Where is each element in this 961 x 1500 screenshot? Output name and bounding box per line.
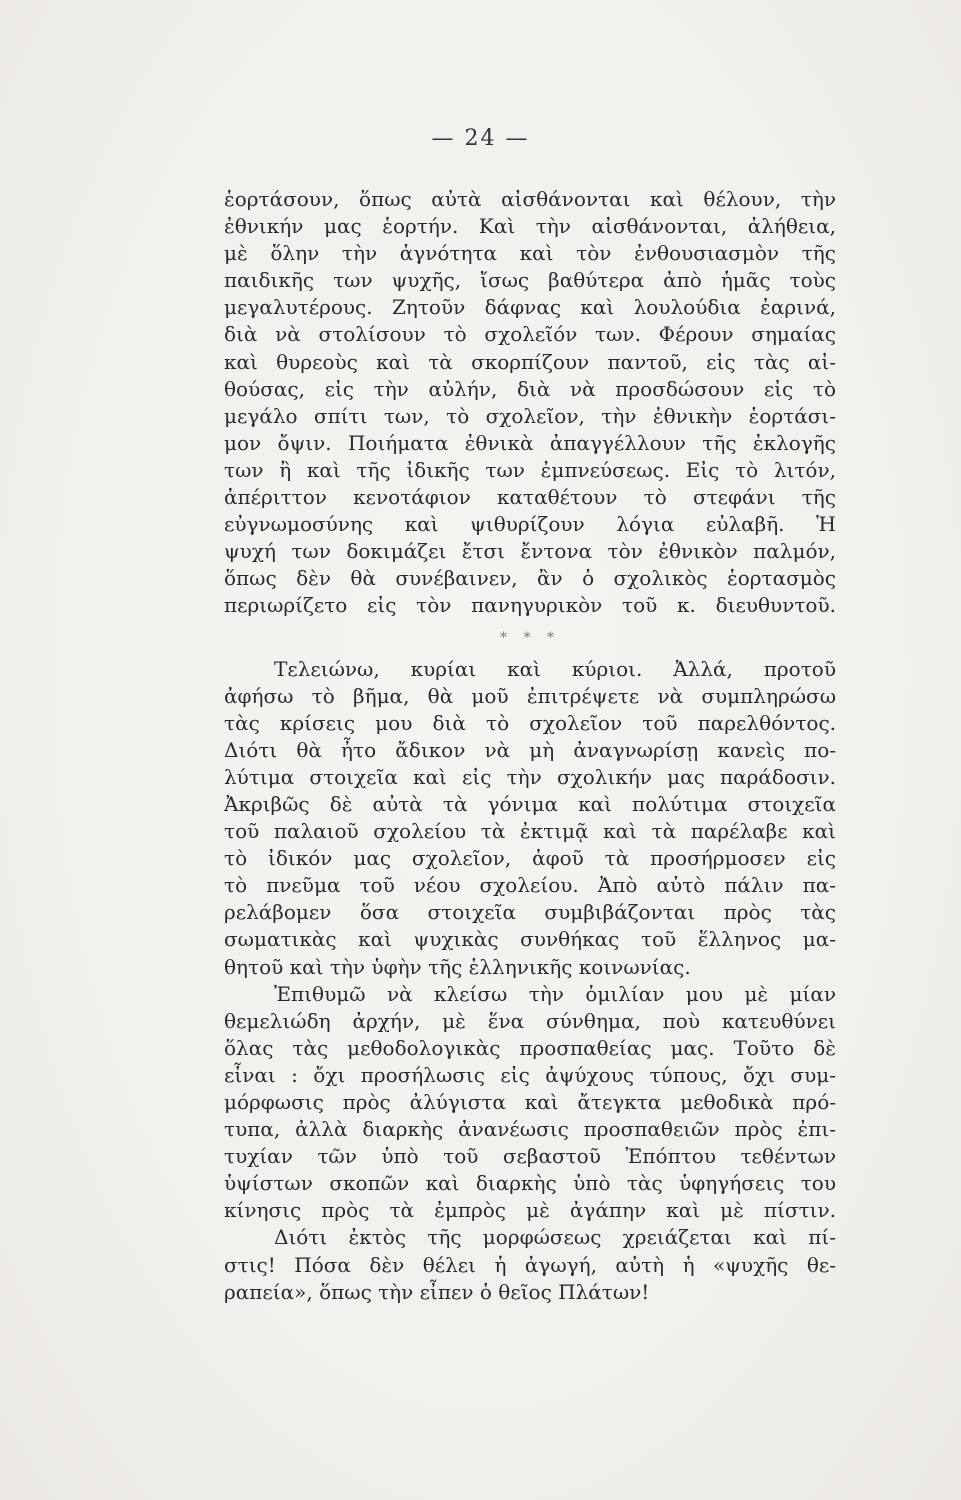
- text-line: μον ὄψιν. Ποιήματα ἐθνικὰ ἀπαγγέλλουν τῆς ἐκλογῆς: [224, 430, 836, 455]
- text-line: ψυχή των δοκιμάζει ἔτσι ἔντονα τὸν ἐθνικὸν παλμόν,: [224, 539, 836, 564]
- paragraph: [224, 656, 836, 981]
- paragraph: [224, 981, 836, 1225]
- text-line: διὰ νὰ στολίσουν τὸ σχολεῖόν των. Φέρουν σημαίας: [224, 322, 836, 347]
- text-line: εὐγνωμοσύνης καὶ ψιθυρίζουν λόγια εὐλαβῆ. Ἡ: [224, 512, 836, 537]
- page-number: — 24 —: [431, 126, 530, 151]
- text-line: τὰς κρίσεις μου διὰ τὸ σχολεῖον τοῦ παρελθόντος.: [224, 710, 836, 735]
- text-line: καὶ θυρεοὺς καὶ τὰ σκορπίζουν παντοῦ, εἰς τὰς αἰ-: [224, 349, 836, 374]
- text-line: Ἐπιθυμῶ νὰ κλείσω τὴν ὁμιλίαν μου μὲ μίαν: [274, 981, 836, 1006]
- text-line: ρελάβομεν ὅσα στοιχεῖα συμβιβάζονται πρὸς τὰς: [224, 900, 836, 925]
- text-line: Ἀκριβῶς δὲ αὐτὰ τὰ γόνιμα καὶ πολύτιμα στοιχεῖα: [224, 791, 836, 816]
- text-line: ὅλας τὰς μεθοδολογικὰς προσπαθείας μας. Τοῦτο δὲ: [224, 1035, 836, 1060]
- text-line: κίνησις πρὸς τὰ ἐμπρὸς μὲ ἀγάπην καὶ μὲ πίστιν.: [224, 1198, 836, 1223]
- text-line: ἐθνικήν μας ἑορτήν. Καὶ τὴν αἰσθάνονται, ἀλήθεια,: [224, 214, 836, 239]
- body-text: [224, 186, 836, 1306]
- text-line: εἶναι : ὄχι προσήλωσις εἰς ἀψύχους τύπους, ὄχι συμ-: [224, 1062, 836, 1087]
- text-line: μεγάλο σπίτι των, τὸ σχολεῖον, τὴν ἐθνικὴν ἑορτάσι-: [224, 403, 836, 428]
- text-line: θούσας, εἰς τὴν αὐλήν, διὰ νὰ προσδώσουν εἰς τὸ: [224, 376, 836, 401]
- text-line: τυπα, ἀλλὰ διαρκὴς ἀνανέωσις προσπαθειῶν πρὸς ἐπι-: [224, 1117, 836, 1142]
- text-line: ἀπέριττον κενοτάφιον καταθέτουν τὸ στεφάνι τῆς: [224, 485, 836, 510]
- text-line: περιωρίζετο εἰς τὸν πανηγυρικὸν τοῦ κ. διευθυντοῦ.: [224, 593, 836, 618]
- text-line: θητοῦ καὶ τὴν ὑφὴν τῆς ἑλληνικῆς κοινωνίας.: [224, 954, 691, 979]
- text-line: λύτιμα στοιχεῖα καὶ εἰς τὴν σχολικήν μας παράδοσιν.: [224, 764, 836, 789]
- text-line: Τελειώνω, κυρίαι καὶ κύριοι. Ἀλλά, προτοῦ: [274, 656, 836, 681]
- text-line: παιδικῆς των ψυχῆς, ἴσως βαθύτερα ἀπὸ ἡμᾶς τοὺς: [224, 268, 836, 293]
- text-line: τὸ πνεῦμα τοῦ νέου σχολείου. Ἀπὸ αὐτὸ πάλιν πα-: [224, 873, 836, 898]
- text-line: τυχίαν τῶν ὑπὸ τοῦ σεβαστοῦ Ἐπόπτου τεθέντων: [224, 1144, 836, 1169]
- text-line: των ἢ καὶ τῆς ἰδικῆς των ἐμπνεύσεως. Εἰς τὸ λιτόν,: [224, 457, 836, 482]
- text-line: ραπεία», ὅπως τὴν εἶπεν ὁ θεῖος Πλάτων!: [224, 1279, 650, 1304]
- text-line: Διότι θὰ ἦτο ἄδικον νὰ μὴ ἀναγνωρίσῃ κανεὶς πο-: [224, 737, 836, 762]
- text-line: μεγαλυτέρους. Ζητοῦν δάφνας καὶ λουλούδια ἐαρινά,: [224, 295, 836, 320]
- text-line: Διότι ἐκτὸς τῆς μορφώσεως χρειάζεται καὶ πί-: [274, 1225, 836, 1250]
- text-line: μόρφωσις πρὸς ἀλύγιστα καὶ ἄτεγκτα μεθοδικὰ πρό-: [224, 1090, 836, 1114]
- text-line: ἑορτάσουν, ὅπως αὐτὰ αἰσθάνονται καὶ θέλουν, τὴν: [224, 187, 836, 211]
- paragraph: [224, 186, 836, 620]
- text-line: σωματικὰς καὶ ψυχικὰς συνθήκας τοῦ ἕλληνος μα-: [224, 927, 836, 952]
- text-line: στις! Πόσα δὲν θέλει ἡ ἀγωγή, αὐτὴ ἡ «ψυχῆς θε-: [224, 1252, 836, 1277]
- text-line: μὲ ὅλην τὴν ἁγνότητα καὶ τὸν ἐνθουσιασμὸν τῆς: [224, 241, 836, 266]
- text-line: ὅπως δὲν θὰ συνέβαινεν, ἂν ὁ σχολικὸς ἑορτασμὸς: [224, 566, 836, 591]
- paragraph: [224, 1224, 836, 1305]
- text-line: ἀφήσω τὸ βῆμα, θὰ μοῦ ἐπιτρέψετε νὰ συμπληρώσω: [224, 683, 836, 708]
- section-separator: * * *: [500, 629, 560, 646]
- text-line: τοῦ παλαιοῦ σχολείου τὰ ἐκτιμᾷ καὶ τὰ παρέλαβε καὶ: [224, 819, 836, 844]
- text-line: θεμελιώδη ἀρχήν, μὲ ἕνα σύνθημα, ποὺ κατευθύνει: [224, 1008, 836, 1033]
- text-line: τὸ ἰδικόν μας σχολεῖον, ἀφοῦ τὰ προσήρμοσεν εἰς: [224, 846, 836, 871]
- text-line: ὑψίστων σκοπῶν καὶ διαρκὴς ὑπὸ τὰς ὑφηγήσεις του: [224, 1171, 836, 1196]
